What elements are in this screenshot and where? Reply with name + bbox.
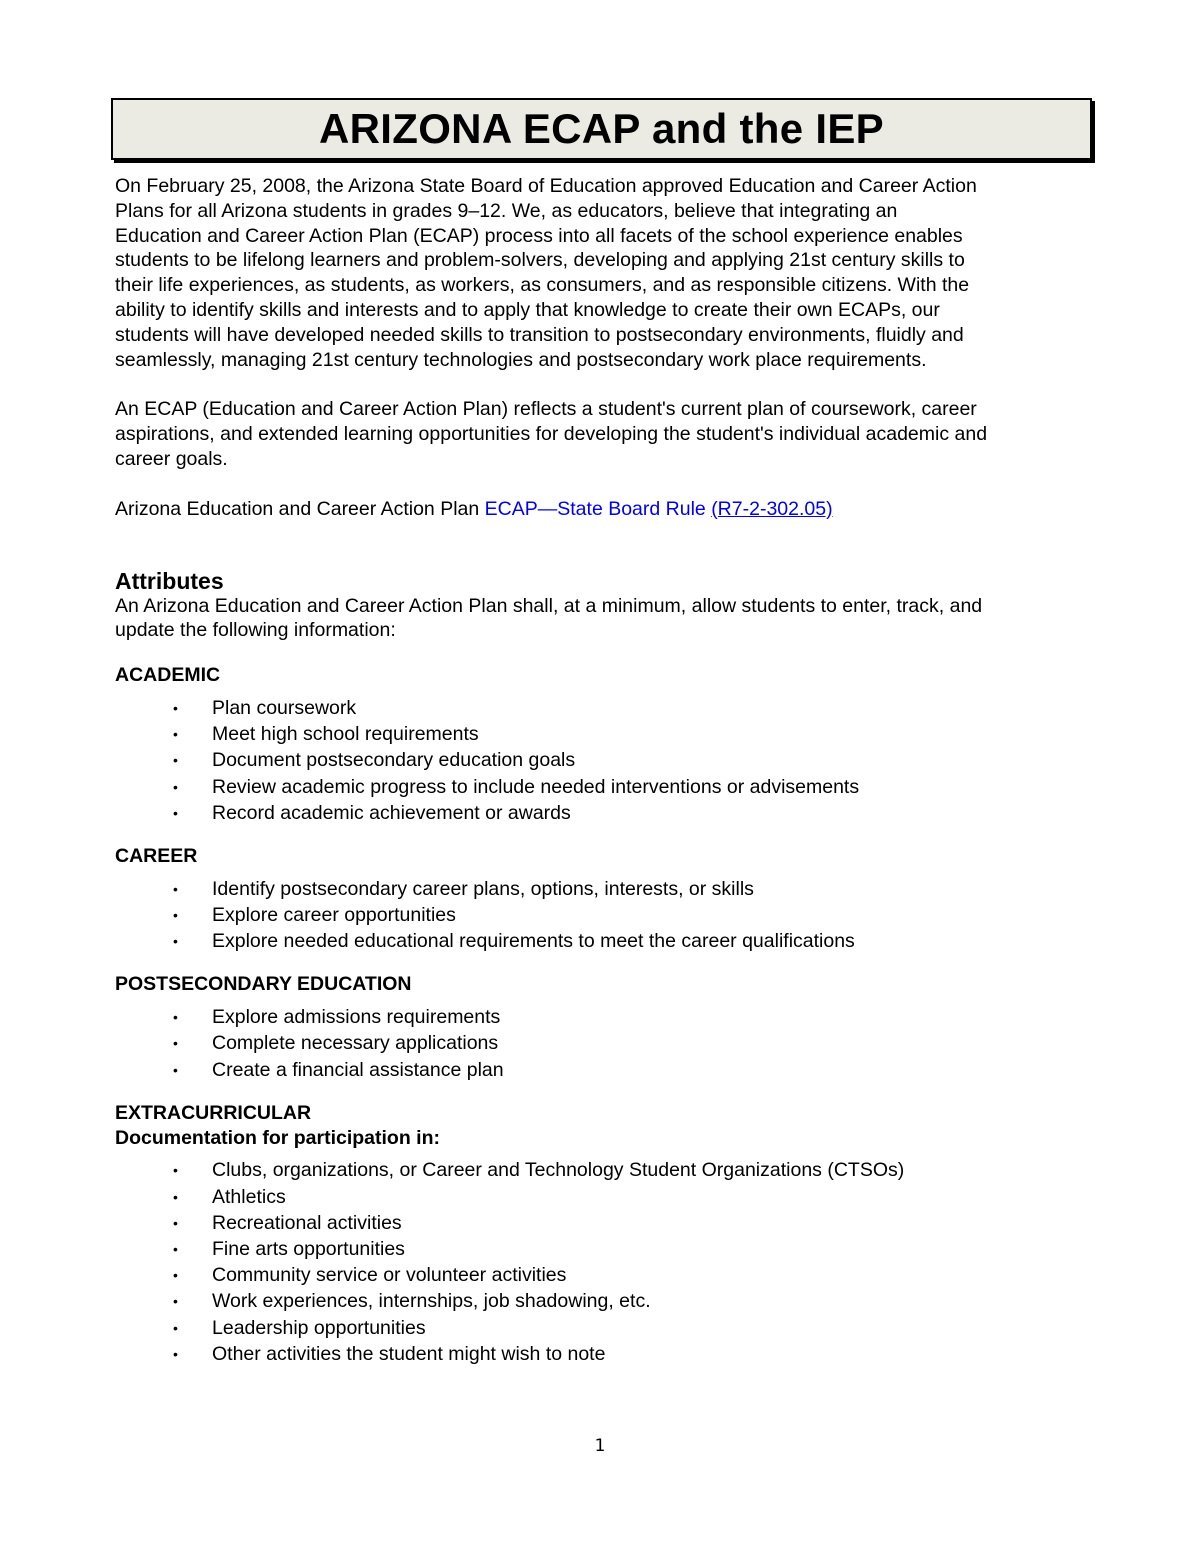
text-line: On February 25, 2008, the Arizona State Board of Education approved Education and Career Action [115, 175, 977, 197]
text-line: Education and Career Action Plan (ECAP) process into all facets of the school experience enables [115, 224, 963, 247]
list-item: • Record academic achievement or awards [115, 800, 1090, 826]
list-item: • Review academic progress to include needed interventions or advisements [115, 774, 1090, 800]
rule-code-link[interactable]: (R7-2-302.05) [711, 497, 833, 520]
page-title: ARIZONA ECAP and the IEP [319, 105, 884, 152]
bullet-icon: • [173, 726, 178, 743]
bullet-icon: • [173, 1240, 178, 1257]
list-item: • Other activities the student might wish to note [115, 1341, 1090, 1367]
list-item: • Fine arts opportunities [115, 1236, 1090, 1262]
text-line: Plans for all Arizona students in grades 9–12. We, as educators, believe that integrating an [115, 199, 898, 222]
bullet-icon: • [173, 880, 178, 897]
bullet-icon: • [173, 1293, 178, 1310]
list-item: • Leadership opportunities [115, 1315, 1090, 1341]
text-line: aspirations, and extended learning opportunities for developing the student's individual academic and [115, 423, 988, 446]
document-body [115, 174, 1090, 1367]
bullet-icon: • [173, 1214, 178, 1231]
text-line: update the following information: [115, 619, 396, 642]
bullet-icon: • [173, 1345, 178, 1362]
title-box [111, 98, 1092, 160]
text-line: ability to identify skills and interests and to apply that knowledge to create their own ECAPs, our [115, 298, 940, 321]
postsecondary-list [115, 1004, 1090, 1083]
bullet-icon: • [173, 1188, 178, 1205]
list-item: • Complete necessary applications [115, 1030, 1090, 1056]
bullet-icon: • [173, 933, 178, 950]
text-line: their life experiences, as students, as workers, as consumers, and as responsible citizens. With the [115, 274, 970, 297]
bullet-icon: • [173, 699, 178, 716]
attributes-intro [115, 594, 1090, 644]
section-label-academic: ACADEMIC [115, 664, 221, 687]
text-line: An ECAP (Education and Career Action Plan) reflects a student's current plan of coursework, career [115, 398, 977, 421]
definition-paragraph [115, 397, 1090, 471]
list-item: • Create a financial assistance plan [115, 1057, 1090, 1083]
career-list [115, 876, 1090, 955]
page-number: 1 [594, 1436, 606, 1456]
list-item: • Meet high school requirements [115, 721, 1090, 747]
intro-paragraph [115, 174, 1090, 372]
section-label-postsecondary: POSTSECONDARY EDUCATION [115, 973, 412, 996]
list-item: • Recreational activities [115, 1210, 1090, 1236]
text-line: An Arizona Education and Career Action Plan shall, at a minimum, allow students to enter, track, and [115, 594, 983, 617]
extracurricular-sublabel: Documentation for participation in: [115, 1126, 440, 1149]
bullet-icon: • [173, 1061, 178, 1078]
section-label-career: CAREER [115, 844, 198, 867]
list-item: • Explore admissions requirements [115, 1004, 1090, 1030]
text-line: students to be lifelong learners and problem-solvers, developing and applying 21st century skills to [115, 249, 965, 272]
list-item: • Community service or volunteer activities [115, 1262, 1090, 1288]
bullet-icon: • [173, 752, 178, 769]
bullet-icon: • [173, 1009, 178, 1026]
rule-prefix: Arizona Education and Career Action Plan [115, 497, 485, 520]
rule-link[interactable]: ECAP—State Board Rule [484, 497, 712, 520]
bullet-icon: • [173, 1267, 178, 1284]
bullet-icon: • [173, 804, 178, 821]
academic-list [115, 695, 1090, 826]
attributes-heading: Attributes [115, 567, 224, 594]
list-item: • Plan coursework [115, 695, 1090, 721]
rule-reference [115, 497, 1090, 522]
bullet-icon: • [173, 1035, 178, 1052]
list-item: • Explore career opportunities [115, 902, 1090, 928]
text-line: career goals. [115, 447, 228, 470]
list-item: • Work experiences, internships, job shadowing, etc. [115, 1288, 1090, 1314]
text-line: seamlessly, managing 21st century technologies and postsecondary work place requirements. [115, 348, 927, 371]
bullet-icon: • [173, 1162, 178, 1179]
list-item: • Document postsecondary education goals [115, 747, 1090, 773]
text-line: students will have developed needed skills to transition to postsecondary environments, fluidly and [115, 323, 964, 346]
extracurricular-list [115, 1157, 1090, 1367]
section-label-extracurricular: EXTRACURRICULAR [115, 1101, 312, 1124]
bullet-icon: • [173, 1319, 178, 1336]
list-item: • Clubs, organizations, or Career and Technology Student Organizations (CTSOs) [115, 1157, 1090, 1183]
list-item: • Identify postsecondary career plans, options, interests, or skills [115, 876, 1090, 902]
bullet-icon: • [173, 778, 178, 795]
list-item: • Athletics [115, 1184, 1090, 1210]
list-item: • Explore needed educational requirements to meet the career qualifications [115, 928, 1090, 954]
bullet-icon: • [173, 906, 178, 923]
